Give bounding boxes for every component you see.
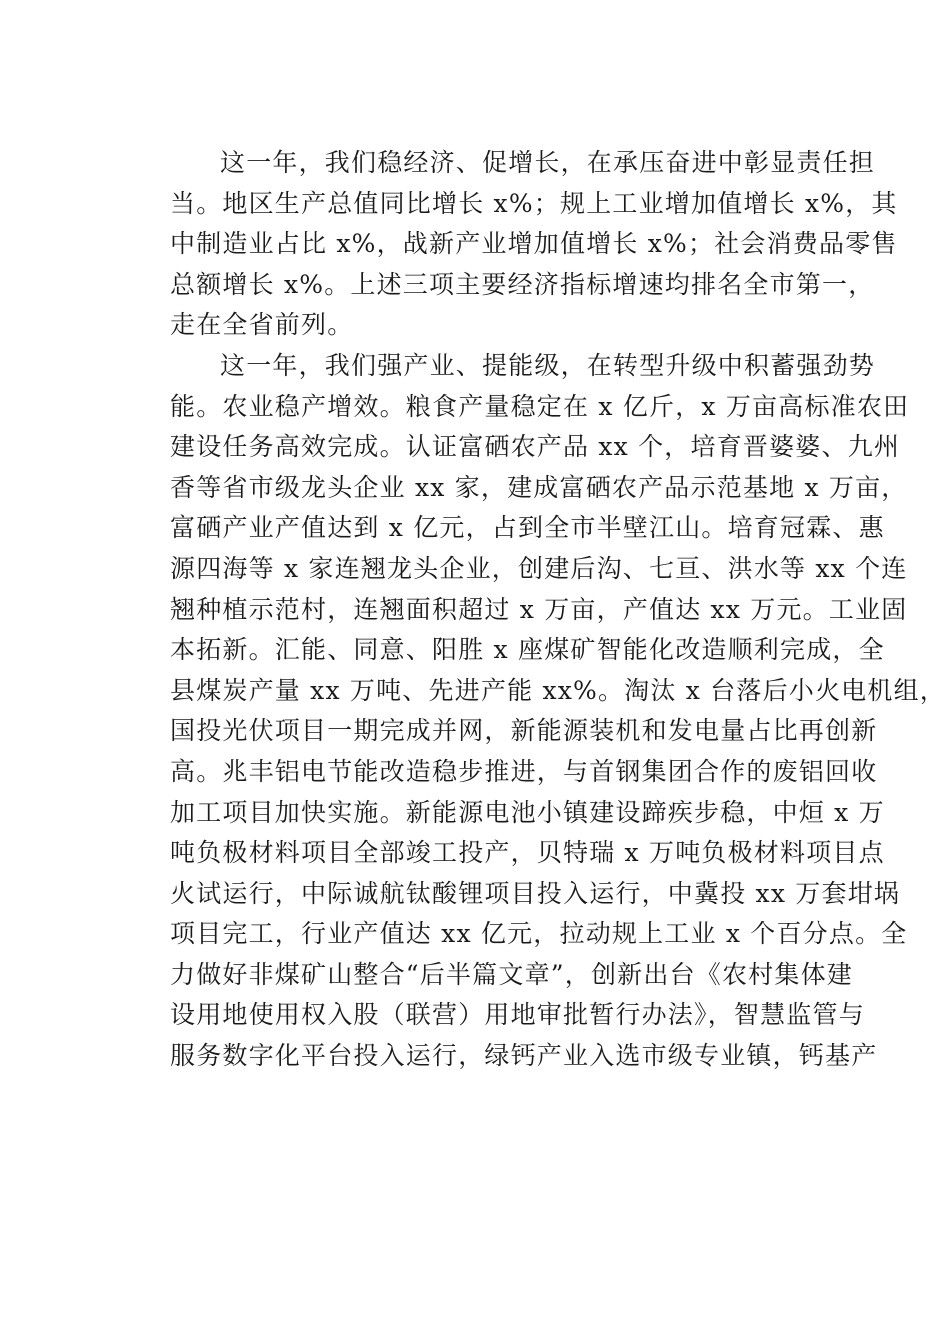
text-line: 火试运行，中际诚航钛酸锂项目投入运行，中冀投 xx 万套坩埚 <box>170 878 901 908</box>
text-line: 建设任务高效完成。认证富硒农产品 xx 个，培育晋婆婆、九州 <box>170 432 901 462</box>
paragraph-2 <box>120 346 946 1077</box>
text-line: 这一年，我们强产业、提能级，在转型升级中积蓄强劲势 <box>220 350 876 380</box>
text-line: 高。兆丰铝电节能改造稳步推进，与首钢集团合作的废铝回收 <box>170 756 878 786</box>
text-line: 项目完工，行业产值达 xx 亿元，拉动规上工业 x 个百分点。全 <box>170 919 908 949</box>
text-line: 翘种植示范村，连翘面积超过 x 万亩，产值达 xx 万元。工业固 <box>170 594 908 624</box>
text-line: 国投光伏项目一期完成并网，新能源装机和发电量占比再创新 <box>170 716 878 746</box>
text-line: 总额增长 x%。上述三项主要经济指标增速均排名全市第一， <box>170 269 875 299</box>
text-line: 能。农业稳产增效。粮食产量稳定在 x 亿斤，x 万亩高标准农田 <box>170 391 910 421</box>
text-line: 富硒产业产值达到 x 亿元，占到全市半壁江山。培育冠霖、惠 <box>170 513 885 543</box>
text-line: 走在全省前列。 <box>170 310 354 340</box>
text-line: 力做好非煤矿山整合“后半篇文章”，创新出台《农村集体建 <box>170 959 853 989</box>
text-line: 吨负极材料项目全部竣工投产，贝特瑞 x 万吨负极材料项目点 <box>170 838 885 868</box>
text-line: 香等省市级龙头企业 xx 家，建成富硒农产品示范基地 x 万亩， <box>170 472 908 502</box>
paragraph-1 <box>120 143 898 346</box>
text-line: 设用地使用权入股（联营）用地审批暂行办法》，智慧监管与 <box>170 1000 865 1030</box>
body-text <box>120 143 946 1077</box>
text-line: 中制造业占比 x%，战新产业增加值增长 x%；社会消费品零售 <box>170 229 898 259</box>
text-line: 源四海等 x 家连翘龙头企业，创建后沟、七亘、洪水等 xx 个连 <box>170 553 908 583</box>
text-line: 服务数字化平台投入运行，绿钙产业入选市级专业镇，钙基产 <box>170 1041 878 1071</box>
text-line: 当。地区生产总值同比增长 x%；规上工业增加值增长 x%，其 <box>170 188 898 218</box>
text-line: 这一年，我们稳经济、促增长，在承压奋进中彰显责任担 <box>220 148 876 177</box>
text-line: 本拓新。汇能、同意、阳胜 x 座煤矿智能化改造顺利完成，全 <box>170 635 885 665</box>
text-line: 县煤炭产量 xx 万吨、先进产能 xx%。淘汰 x 台落后小火电机组， <box>170 675 946 705</box>
text-line: 加工项目加快实施。新能源电池小镇建设蹄疾步稳，中烜 x 万 <box>170 797 885 827</box>
